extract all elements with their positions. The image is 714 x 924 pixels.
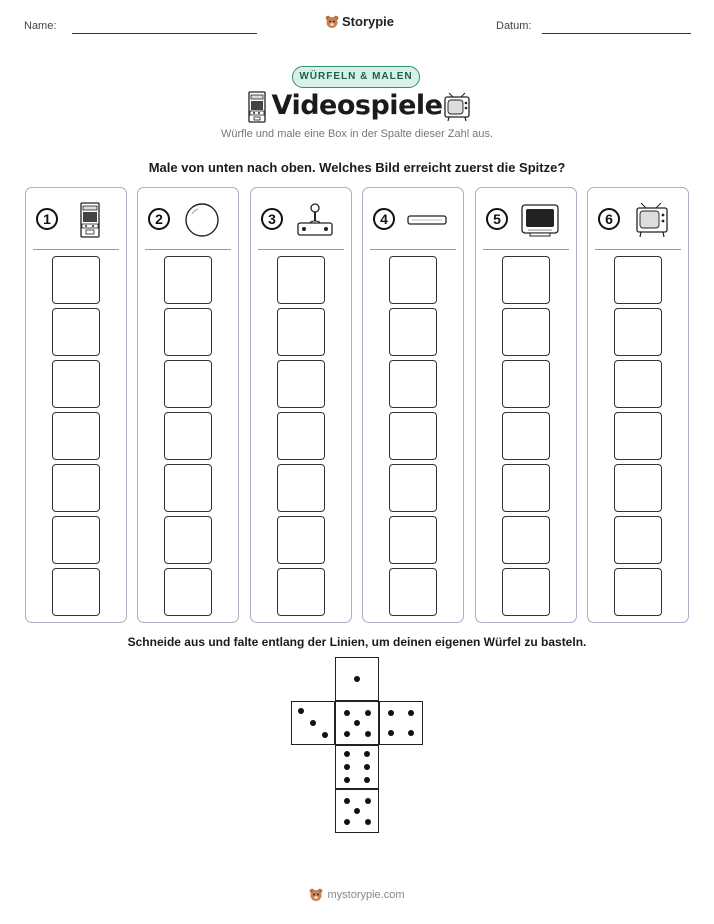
die-pip (344, 819, 350, 825)
column-header (373, 202, 455, 238)
column-divider (33, 249, 119, 250)
color-box[interactable] (52, 360, 100, 408)
page-title: Videospiele (271, 90, 443, 121)
die-pip (298, 708, 304, 714)
die-pip (365, 731, 371, 737)
die-face-4 (379, 701, 423, 745)
column-header (486, 202, 568, 238)
column-divider (258, 249, 344, 250)
color-box[interactable] (614, 256, 662, 304)
die-pip (322, 732, 328, 738)
color-box[interactable] (277, 412, 325, 460)
column-header (36, 202, 118, 238)
game-instruction: Male von unten nach oben. Welches Bild erreicht zuerst die Spitze? (148, 160, 566, 175)
color-box[interactable] (502, 464, 550, 512)
die-pip (310, 720, 316, 726)
die-pip (364, 751, 370, 757)
color-box[interactable] (52, 516, 100, 564)
disc-icon (182, 202, 222, 238)
arcade-cabinet-icon (70, 202, 110, 238)
column-divider (145, 249, 231, 250)
color-box[interactable] (502, 516, 550, 564)
color-box[interactable] (52, 412, 100, 460)
column-header (148, 202, 230, 238)
die-face-1 (335, 657, 379, 701)
color-box[interactable] (389, 308, 437, 356)
color-box[interactable] (52, 464, 100, 512)
color-box[interactable] (277, 464, 325, 512)
color-box[interactable] (502, 308, 550, 356)
color-box[interactable] (614, 568, 662, 616)
bear-logo-icon (325, 15, 339, 29)
color-box[interactable] (614, 360, 662, 408)
color-box[interactable] (52, 568, 100, 616)
die-pip (344, 777, 350, 783)
die-pip (388, 730, 394, 736)
color-box[interactable] (502, 412, 550, 460)
cartridge-icon (407, 202, 447, 238)
color-box[interactable] (52, 256, 100, 304)
color-box[interactable] (389, 412, 437, 460)
bear-logo-icon (309, 888, 323, 902)
category-badge: WÜRFELN & MALEN (292, 66, 420, 88)
color-box[interactable] (164, 256, 212, 304)
vintage-tv-icon (632, 202, 672, 238)
column-divider (595, 249, 681, 250)
die-face-5 (335, 789, 379, 833)
color-box[interactable] (389, 360, 437, 408)
color-box[interactable] (277, 568, 325, 616)
color-box[interactable] (164, 308, 212, 356)
die-pip (365, 819, 371, 825)
die-pip (344, 751, 350, 757)
die-face-6 (335, 745, 379, 789)
column-number: 6 (598, 208, 620, 230)
die-pip (344, 731, 350, 737)
die-pip (388, 710, 394, 716)
column-number: 4 (373, 208, 395, 230)
die-face-5 (335, 701, 379, 745)
color-box[interactable] (164, 464, 212, 512)
date-label: Datum: (496, 20, 532, 32)
column-number: 1 (36, 208, 58, 230)
color-box[interactable] (277, 308, 325, 356)
dice-instruction: Schneide aus und falte entlang der Linien, um deinen eigenen Würfel zu basteln. (127, 635, 587, 649)
column-header (261, 202, 343, 238)
subtitle: Würfle und male eine Box in der Spalte dieser Zahl aus. (220, 128, 494, 140)
column-5 (475, 187, 577, 623)
die-pip (354, 720, 360, 726)
color-box[interactable] (52, 308, 100, 356)
color-box[interactable] (614, 516, 662, 564)
die-face-3 (291, 701, 335, 745)
color-box[interactable] (502, 256, 550, 304)
column-1 (25, 187, 127, 623)
column-2 (137, 187, 239, 623)
die-pip (354, 676, 360, 682)
die-pip (365, 798, 371, 804)
column-6 (587, 187, 689, 623)
brand-name: Storypie (342, 14, 395, 29)
die-pip (344, 798, 350, 804)
die-pip (364, 764, 370, 770)
die-pip (364, 777, 370, 783)
footer-url: mystorypie.com (327, 889, 405, 901)
column-number: 3 (261, 208, 283, 230)
column-3 (250, 187, 352, 623)
color-box[interactable] (389, 568, 437, 616)
color-box[interactable] (164, 516, 212, 564)
color-box[interactable] (614, 412, 662, 460)
date-line[interactable] (542, 33, 691, 34)
column-divider (370, 249, 456, 250)
column-4 (362, 187, 464, 623)
color-box[interactable] (502, 360, 550, 408)
color-box[interactable] (502, 568, 550, 616)
name-line[interactable] (72, 33, 257, 34)
die-pip (408, 730, 414, 736)
color-box[interactable] (389, 516, 437, 564)
name-label: Name: (24, 20, 57, 32)
color-box[interactable] (389, 464, 437, 512)
column-number: 5 (486, 208, 508, 230)
retro-tv-icon (520, 202, 560, 238)
die-pip (365, 710, 371, 716)
color-box[interactable] (277, 516, 325, 564)
color-box[interactable] (614, 464, 662, 512)
color-box[interactable] (614, 308, 662, 356)
die-pip (408, 710, 414, 716)
column-header (598, 202, 680, 238)
die-pip (354, 808, 360, 814)
joystick-icon (295, 202, 335, 238)
brand-logo (325, 14, 394, 29)
color-box[interactable] (164, 568, 212, 616)
color-box[interactable] (277, 256, 325, 304)
footer (0, 888, 714, 902)
die-pip (344, 764, 350, 770)
column-number: 2 (148, 208, 170, 230)
die-pip (344, 710, 350, 716)
color-box[interactable] (164, 412, 212, 460)
color-box[interactable] (164, 360, 212, 408)
vintage-tv-icon (443, 92, 471, 122)
column-divider (483, 249, 569, 250)
color-box[interactable] (389, 256, 437, 304)
color-box[interactable] (277, 360, 325, 408)
